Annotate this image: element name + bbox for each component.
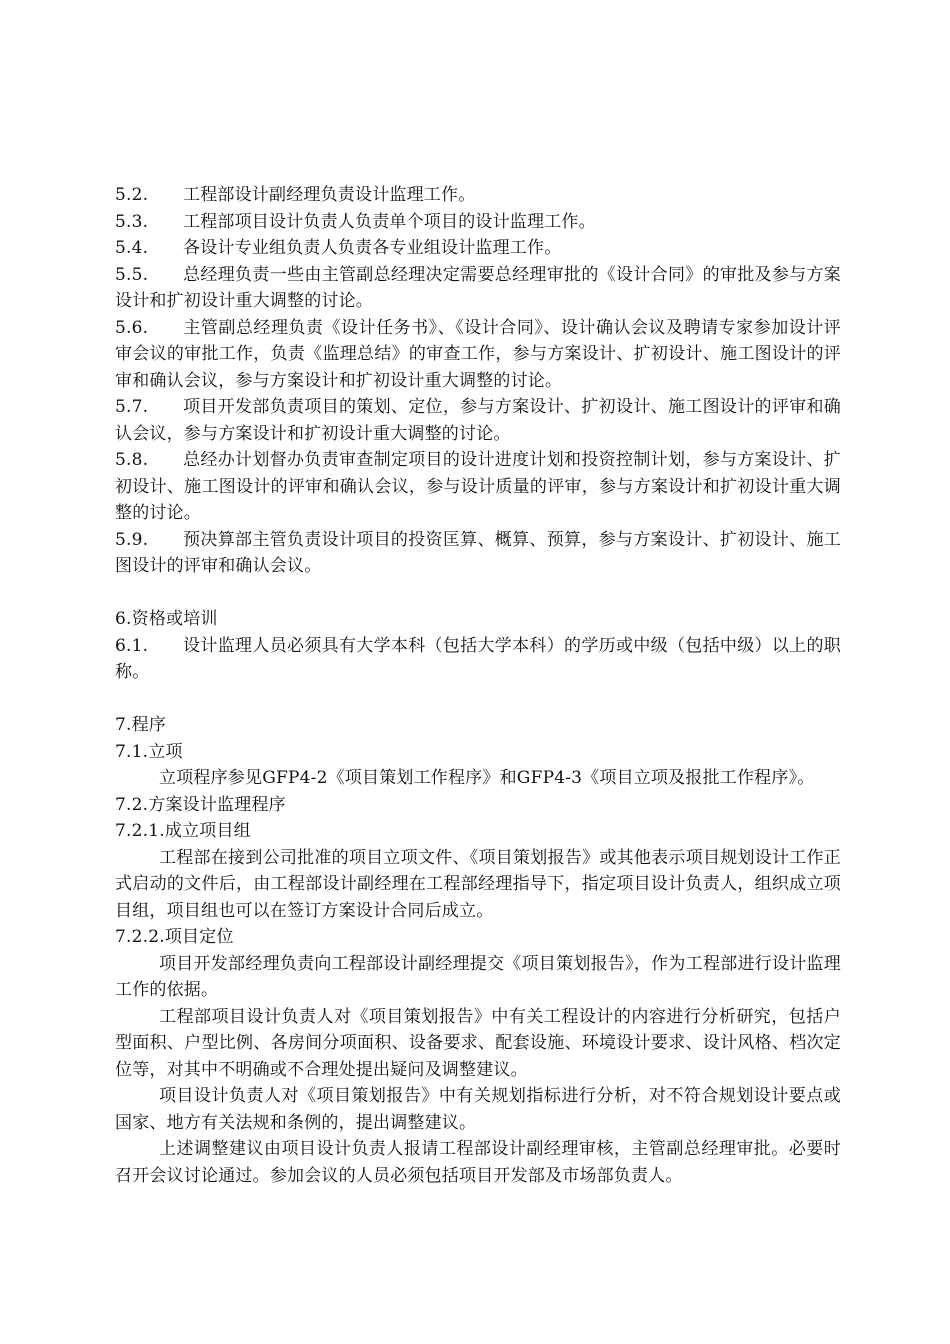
section-title: 程序 <box>131 715 167 735</box>
document-page <box>115 182 841 1189</box>
clause-text: 工程部设计副经理负责设计监理工作。 <box>183 185 476 205</box>
clause-number: 5.3. <box>115 211 149 232</box>
clause-7-2-heading <box>115 792 841 819</box>
clause-5-6 <box>115 315 841 395</box>
clause-text: 预决算部主管负责设计项目的投资匡算、概算、预算，参与方案设计、扩初设计、施工图设计的评审和确认会议。 <box>115 529 841 576</box>
clause-number: 5.6. <box>115 317 149 338</box>
section-6-heading <box>115 606 841 633</box>
clause-5-5 <box>115 262 841 315</box>
clause-title: 方案设计监理程序 <box>148 794 286 815</box>
clause-7-2-2-paragraph-4: 上述调整建议由项目设计负责人报请工程部设计副经理审核，主管副总经理审批。必要时召开会议讨论通过。参加会议的人员必须包括项目开发部及市场部负责人。 <box>115 1139 841 1186</box>
clause-7-1-paragraph: 立项程序参见GFP4-2《项目策划工作程序》和GFP4-3《项目立项及报批工作程序》。 <box>159 768 815 788</box>
clause-number: 5.8. <box>115 450 149 470</box>
clause-text: 总经理负责一些由主管副总经理决定需要总经理审批的《设计合同》的审批及参与方案设计和扩初设计重大调整的讨论。 <box>115 264 841 311</box>
clause-5-8 <box>115 447 841 527</box>
clause-7-2-1-paragraph: 工程部在接到公司批准的项目立项文件、《项目策划报告》或其他表示项目规划设计工作正式启动的文件后，由工程部设计副经理在工程部经理指导下，指定项目设计负责人，组织成立项目组，项目组也可以在签订方案设计合同后成立。 <box>115 847 841 921</box>
clause-title: 项目定位 <box>164 927 234 947</box>
clause-5-2 <box>115 182 841 209</box>
clause-5-7 <box>115 394 841 447</box>
clause-number: 5.5. <box>115 264 149 285</box>
spacer <box>115 580 841 607</box>
clause-text: 总经办计划督办负责审查制定项目的设计进度计划和投资控制计划，参与方案设计、扩初设计、施工图设计的评审和确认会议，参与设计质量的评审，参与方案设计和扩初设计重大调整的讨论。 <box>115 450 841 523</box>
clause-number: 6.1. <box>115 635 149 656</box>
clause-text: 设计监理人员必须具有大学本科（包括大学本科）的学历或中级（包括中级）以上的职称。 <box>115 635 841 682</box>
clause-7-2-1-heading <box>115 818 841 845</box>
clause-5-4 <box>115 235 841 262</box>
clause-7-2-2-paragraph-3: 项目设计负责人对《项目策划报告》中有关规划指标进行分析，对不符合规划设计要点或国家、地方有关法规和条例的，提出调整建议。 <box>115 1086 841 1133</box>
clause-number: 5.2. <box>115 185 149 205</box>
clause-number: 7.1. <box>115 741 149 762</box>
clause-text: 项目开发部负责项目的策划、定位，参与方案设计、扩初设计、施工图设计的评审和确认会议，参与方案设计和扩初设计重大调整的讨论。 <box>115 397 841 444</box>
section-number: 6. <box>115 609 132 629</box>
clause-5-3 <box>115 209 841 236</box>
clause-6-1 <box>115 633 841 686</box>
clause-title: 成立项目组 <box>164 821 251 841</box>
clause-7-2-2-paragraph-2: 工程部项目设计负责人对《项目策划报告》中有关工程设计的内容进行分析研究，包括户型面积、户型比例、各房间分项面积、设备要求、配套设施、环境设计要求、设计风格、档次定位等，对其中不明确或不合理处提出疑问及调整建议。 <box>115 1006 841 1080</box>
spacer <box>115 686 841 713</box>
clause-text: 各设计专业组负责人负责各专业组设计监理工作。 <box>183 238 562 258</box>
clause-5-9 <box>115 527 841 580</box>
section-number: 7. <box>115 715 132 735</box>
clause-text: 主管副总经理负责《设计任务书》、《设计合同》、设计确认会议及聘请专家参加设计评审会议的审批工作，负责《监理总结》的审查工作，参与方案设计、扩初设计、施工图设计的评审和确认会议，参与方案设计和扩初设计重大调整的讨论。 <box>115 317 841 391</box>
clause-number: 7.2. <box>115 794 149 815</box>
clause-title: 立项 <box>148 741 183 762</box>
clause-text: 工程部项目设计负责人负责单个项目的设计监理工作。 <box>183 211 596 232</box>
clause-7-1-heading <box>115 739 841 766</box>
clause-number: 7.2.1. <box>115 821 165 841</box>
clause-number: 5.9. <box>115 529 149 550</box>
section-title: 资格或培训 <box>131 609 218 629</box>
clause-7-2-2-heading <box>115 924 841 951</box>
clause-number: 5.7. <box>115 397 149 417</box>
clause-number: 5.4. <box>115 238 149 258</box>
section-7-heading <box>115 712 841 739</box>
clause-7-2-2-paragraph-1: 项目开发部经理负责向工程部设计副经理提交《项目策划报告》，作为工程部进行设计监理工作的依据。 <box>115 953 841 1000</box>
clause-number: 7.2.2. <box>115 927 165 947</box>
